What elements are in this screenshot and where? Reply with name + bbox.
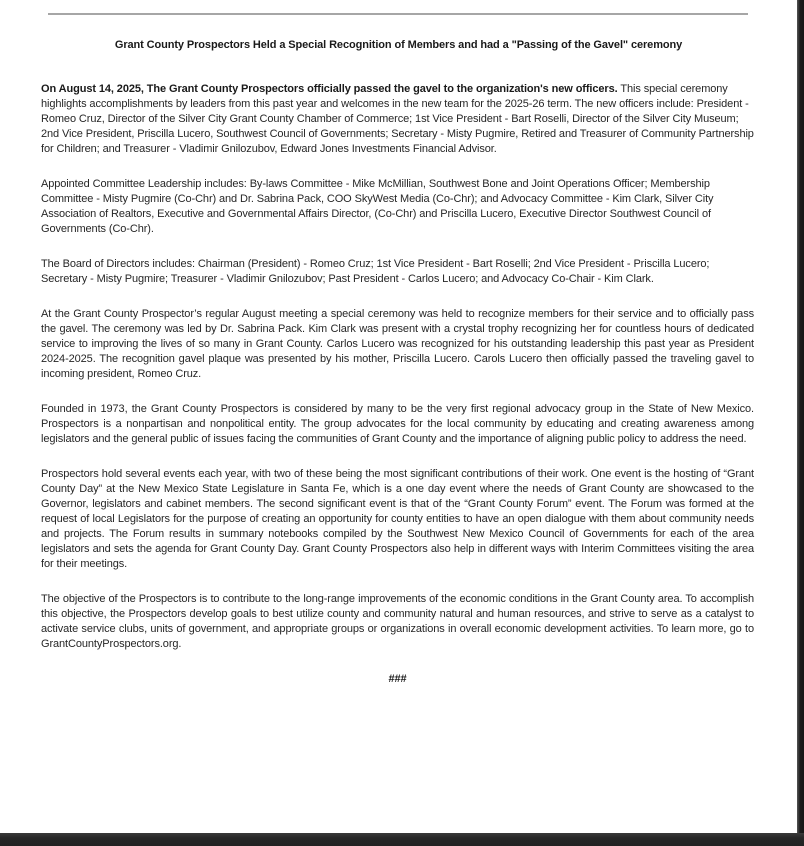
press-release-end-marker: ### — [388, 673, 407, 685]
paragraph-objective: The objective of the Prospectors is to contribute to the long-range improvements of the economic conditions in the Grant County area. To accomplish this objective, the Prospectors develop goals to best utilize county and community natural and human resources, and strive to serve as a catalyst to activate service clubs, units of government, and appropriate groups or organizations in overall economic development activities. To learn more, go to GrantCountyProspectors.org. — [41, 593, 754, 650]
paragraph-text: This special ceremony highlights accomplishments by leaders from this past year and welcomes in the new team for the 2025-26 term. The new officers include: President - Romeo Cruz, Director of the Silver City Grant County Chamber of Commerce; 1st Vice President - Bart Roselli, Director of the Silver City Museum; 2nd Vice President, Priscilla Lucero, Southwest Council of Governments; Secretary - Misty Pugmire, Retired and Treasurer of Community Partnership for Children; and Treasurer - Vladimir Gnilozubov, Edward Jones Investments Financial Advisor. — [41, 83, 754, 155]
document-body — [0, 82, 797, 687]
press-release-title: Grant County Prospectors Held a Special Recognition of Members and had a "Passing of the Gavel" ceremony — [114, 39, 683, 51]
paragraph-new-officers — [41, 82, 754, 157]
paragraph-board-of-directors: The Board of Directors includes: Chairman (President) - Romeo Cruz; 1st Vice President - Bart Roselli; 2nd Vice President - Priscilla Lucero; Secretary - Misty Pugmire; Treasurer - Vladimir Gnilozubov; Past President - Carlos Lucero; and Advocacy Co-Chair - Kim Clark. — [41, 258, 710, 285]
paragraph-ceremony-recap: At the Grant County Prospector’s regular August meeting a special ceremony was held to recognize members for their service and to officially pass the gavel. The ceremony was led by Dr. Sabrina Pack. Kim Clark was present with a crystal trophy recognizing her for countless hours of dedicated service to improving the lives of so many in Grant County. Carlos Lucero was recognized for his outstanding leadership this past year as President 2024-2025. The recognition gavel plaque was presented by his mother, Priscilla Lucero. Carols Lucero then officially passed the traveling gavel to incoming president, Romeo Cruz. — [41, 308, 754, 380]
app-background-edge-right — [797, 0, 804, 833]
paragraph-lead-bold: On August 14, 2025, The Grant County Prospectors officially passed the gavel to the organization's new officers. — [41, 83, 618, 95]
app-background-edge-bottom — [0, 833, 804, 846]
paragraph-annual-events: Prospectors hold several events each year, with two of these being the most significant contributions of their work. One event is the hosting of “Grant County Day” at the New Mexico State Legislature in Santa Fe, which is a one day event where the needs of Grant County are showcased to the Governor, legislators and cabinet members. The second significant event is that of the “Grant County Forum” event. The Forum was formed at the request of local Legislators for the purpose of creating an opportunity for county entities to have an open dialogue with them about community needs and projects. The Forum results in summary notebooks compiled by the Southwest New Mexico Council of Governments for each of the area legislators and sets the agenda for Grant County Day. Grant County Prospectors also help in different ways with Interim Committees visiting the area for their meetings. — [41, 468, 754, 570]
paragraph-committee-leadership: Appointed Committee Leadership includes: By-laws Committee - Mike McMillian, Southwest Bone and Joint Operations Officer; Membership Committee - Misty Pugmire (Co-Chr) and Dr. Sabrina Pack, COO SkyWest Media (Co-Chr); and Advocacy Committee - Kim Clark, Silver City Association of Realtors, Executive and Governmental Affairs Director, (Co-Chr) and Priscilla Lucero, Executive Director Southwest Council of Governments (Co-Chr). — [41, 178, 714, 235]
paragraph-founding-history: Founded in 1973, the Grant County Prospectors is considered by many to be the very first regional advocacy group in the State of New Mexico. Prospectors is a nonpartisan and nonpolitical entity. The group advocates for the local community by educating and creating awareness among legislators and the general public of issues facing the communities of Grant County and the importance of aligning public policy to address the need. — [41, 403, 754, 445]
top-rule — [48, 13, 748, 15]
